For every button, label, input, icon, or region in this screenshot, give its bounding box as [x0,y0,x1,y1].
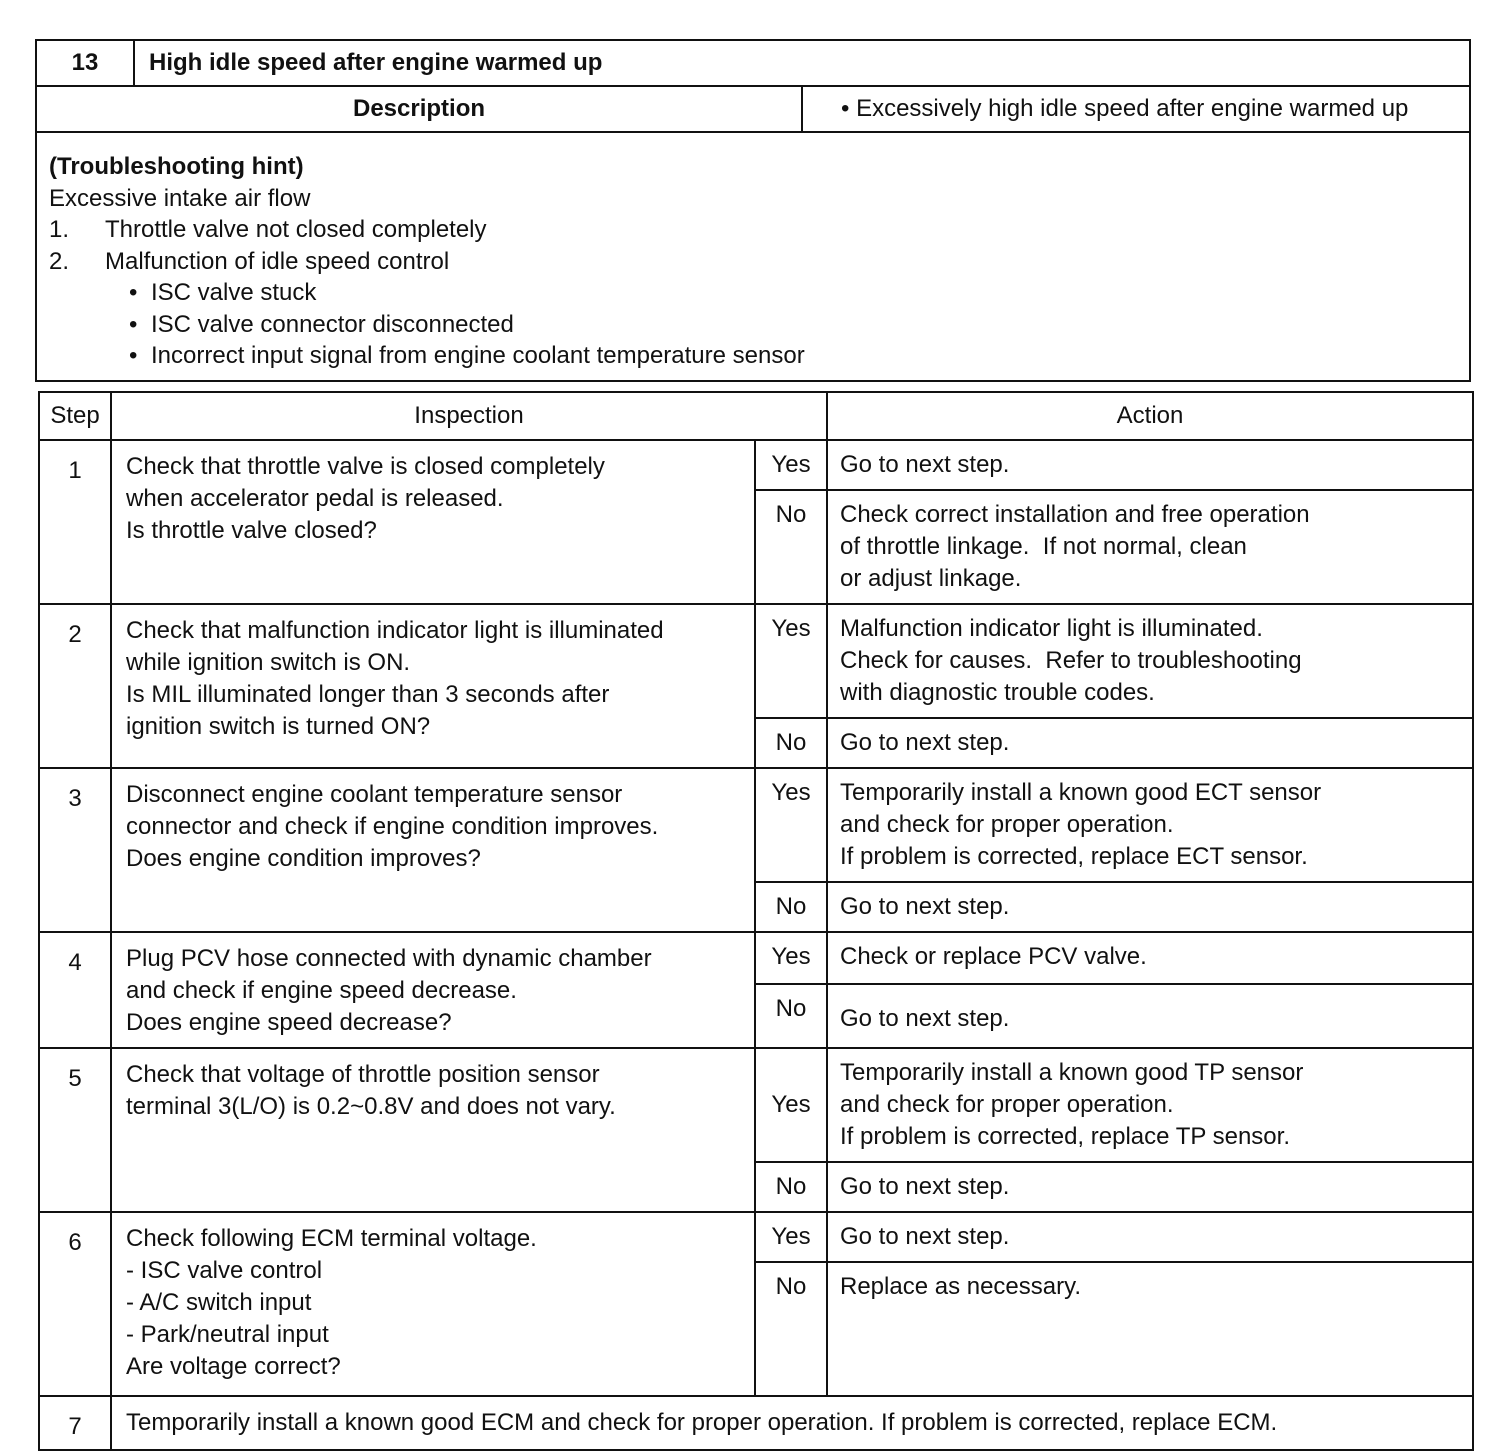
hint-item [49,214,1457,246]
no-action [827,882,1473,932]
action-line: Temporarily install a known good TP sensor [840,1059,1304,1086]
inspection-line: Plug PCV hose connected with dynamic chamber [126,945,652,972]
hint-bullet [49,309,1457,341]
hint-item-text: Throttle valve not closed completely [105,216,487,243]
action-line: Malfunction indicator light is illuminated. [840,615,1263,642]
inspection-line: Check following ECM terminal voltage. [126,1225,537,1252]
bullet-icon: • [129,279,138,306]
inspection-line: Does engine speed decrease? [126,1009,452,1036]
bullet-icon: • [129,342,138,369]
action-line: Go to next step. [840,1173,1010,1200]
table-row-final [39,1396,1473,1450]
inspection-text [111,1048,755,1212]
column-header-action: Action [827,392,1473,440]
action-line: with diagnostic trouble codes. [840,679,1155,706]
header-table [35,39,1471,382]
action-line: Go to next step. [840,729,1010,756]
inspection-line: ignition switch is turned ON? [126,713,431,740]
inspection-table [38,391,1474,1451]
inspection-line: and check if engine speed decrease. [126,977,517,1004]
no-label: No [755,718,827,768]
procedure-number: 13 [36,40,134,86]
action-line: Go to next step. [840,451,1010,478]
action-line: If problem is corrected, replace ECT sensor. [840,843,1308,870]
hint-bullet-text: ISC valve connector disconnected [151,310,514,338]
bullet-icon: • [129,310,138,338]
inspection-line: Is throttle valve closed? [126,517,377,544]
action-line: and check for proper operation. [840,1091,1174,1118]
hint-title: (Troubleshooting hint) [49,153,304,180]
yes-label: Yes [755,1212,827,1262]
inspection-line: Is MIL illuminated longer than 3 seconds after [126,681,610,708]
table-row [39,932,1473,984]
no-action [827,1262,1473,1396]
inspection-text [111,604,755,768]
action-line: and check for proper operation. [840,811,1174,838]
inspection-line: terminal 3(L/O) is 0.2~0.8V and does not vary. [126,1093,616,1120]
hint-subtitle: Excessive intake air flow [49,184,311,212]
no-action [827,718,1473,768]
final-step-text: Temporarily install a known good ECM and check for proper operation. If problem is corrected, replace ECM. [111,1396,1473,1450]
action-line: Replace as necessary. [840,1273,1082,1300]
inspection-line: Check that malfunction indicator light is illuminated [126,617,664,644]
yes-action [827,1048,1473,1162]
yes-label: Yes [755,604,827,718]
no-label: No [755,490,827,604]
action-line: or adjust linkage. [840,565,1022,592]
inspection-line: - ISC valve control [126,1257,323,1284]
step-rows [39,440,1473,1396]
troubleshooting-hint [36,132,1470,381]
table-row [39,440,1473,490]
inspection-line: Are voltage correct? [126,1353,341,1380]
step-number: 2 [39,604,111,768]
inspection-line: Does engine condition improves? [126,845,481,872]
action-line: of throttle linkage. If not normal, clean [840,533,1247,560]
inspection-line: Check that throttle valve is closed completely [126,453,605,480]
yes-action [827,932,1473,984]
table-row [39,1212,1473,1262]
inspection-text [111,768,755,932]
step-number: 1 [39,440,111,604]
action-line: Go to next step. [840,1223,1010,1250]
action-line: Temporarily install a known good ECT sensor [840,779,1322,806]
inspection-line: - Park/neutral input [126,1321,329,1348]
step-number: 7 [39,1396,111,1450]
action-line: If problem is corrected, replace TP sensor. [840,1123,1290,1150]
yes-action [827,604,1473,718]
yes-action [827,1212,1473,1262]
inspection-line: Check that voltage of throttle position sensor [126,1061,600,1088]
no-label: No [755,882,827,932]
action-line: Check correct installation and free operation [840,501,1310,528]
yes-action [827,768,1473,882]
description-text: • Excessively high idle speed after engine warmed up [802,86,1470,132]
step-number: 3 [39,768,111,932]
yes-label: Yes [755,440,827,490]
no-action [827,490,1473,604]
hint-bullet [49,277,1457,309]
table-row [39,768,1473,882]
step-number: 5 [39,1048,111,1212]
action-line: Check for causes. Refer to troubleshooting [840,647,1302,674]
no-label: No [755,984,827,1048]
step-number: 4 [39,932,111,1048]
inspection-line: when accelerator pedal is released. [126,485,504,512]
hint-item-text: Malfunction of idle speed control [105,247,450,275]
no-action [827,984,1473,1048]
description-label: Description [36,86,802,132]
action-line: Go to next step. [840,1004,1010,1032]
hint-item-number: 1. [49,216,70,243]
no-label: No [755,1162,827,1212]
inspection-line: connector and check if engine condition improves. [126,813,659,840]
hint-item-number: 2. [49,247,70,275]
hint-bullet-text: Incorrect input signal from engine coolant temperature sensor [151,342,805,369]
hint-bullet [49,340,1457,372]
table-row [39,1048,1473,1162]
inspection-text [111,440,755,604]
yes-label: Yes [755,1048,827,1162]
no-action [827,1162,1473,1212]
yes-action [827,440,1473,490]
no-label: No [755,1262,827,1396]
table-row [39,604,1473,718]
yes-label: Yes [755,768,827,882]
hint-bullet-text: ISC valve stuck [151,279,317,306]
inspection-line: Disconnect engine coolant temperature sensor [126,781,623,808]
table-header-row [39,392,1473,440]
action-line: Go to next step. [840,893,1010,920]
action-line: Check or replace PCV valve. [840,943,1147,970]
inspection-line: - A/C switch input [126,1289,312,1316]
column-header-step: Step [39,392,111,440]
yes-label: Yes [755,932,827,984]
step-number: 6 [39,1212,111,1396]
inspection-line: while ignition switch is ON. [126,649,411,676]
hint-item [49,246,1457,278]
inspection-text [111,1212,755,1396]
procedure-title: High idle speed after engine warmed up [134,40,1470,86]
inspection-text [111,932,755,1048]
column-header-inspection: Inspection [111,392,827,440]
